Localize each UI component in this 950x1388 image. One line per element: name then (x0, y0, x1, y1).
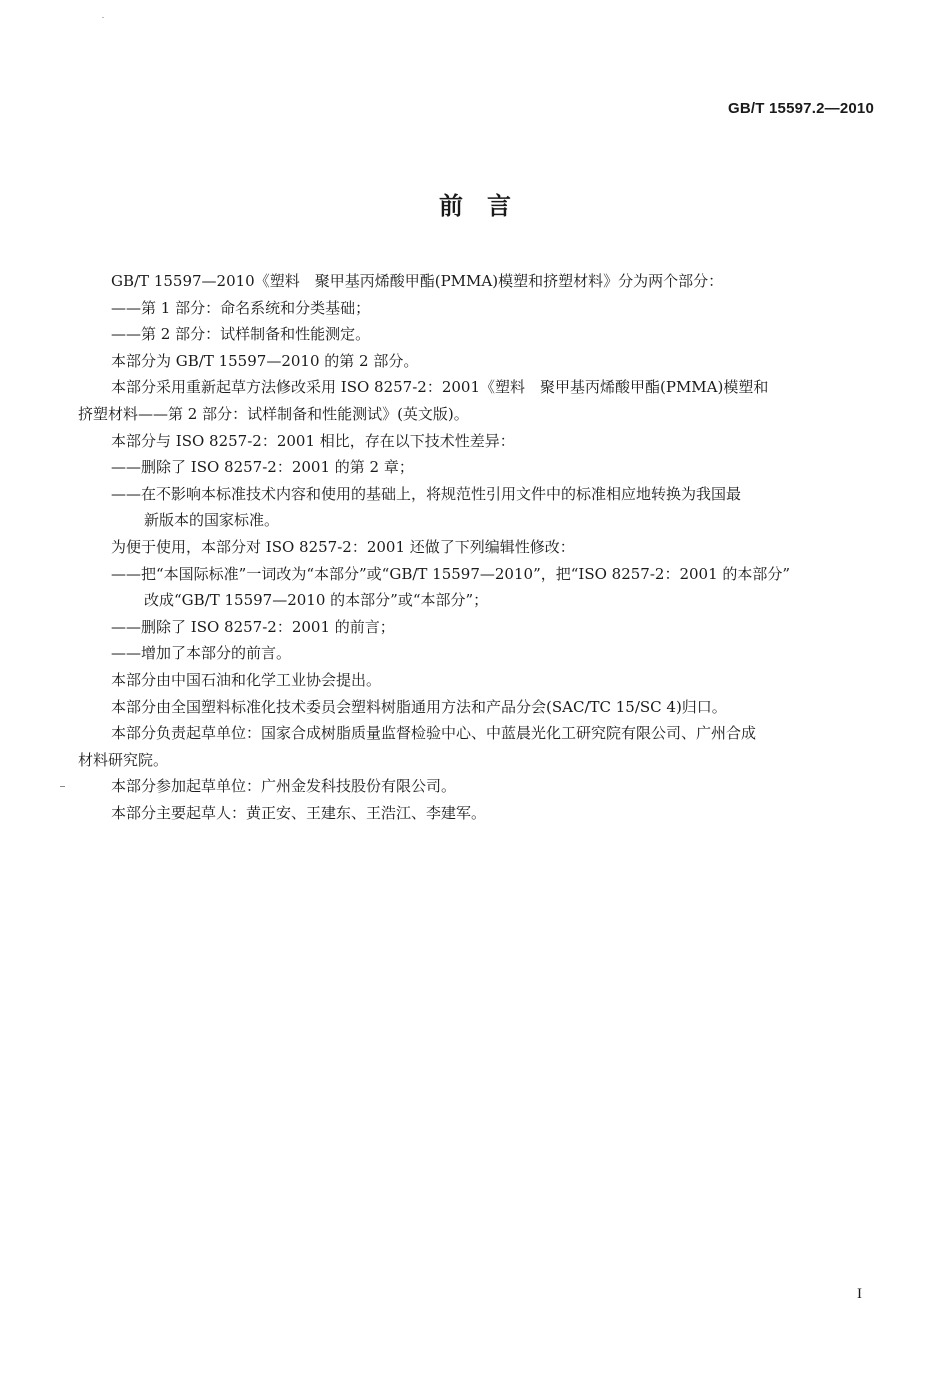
paragraph: 本部分为 GB/T 15597—2010 的第 2 部分。 (111, 351, 419, 370)
paragraph-continuation: 挤塑材料——第 2 部分：试样制备和性能测试》(英文版)。 (78, 404, 469, 423)
document-id: GB/T 15597.2—2010 (728, 100, 874, 117)
list-item: ——第 1 部分：命名系统和分类基础； (111, 298, 371, 317)
paragraph: GB/T 15597—2010《塑料 聚甲基丙烯酸甲酯(PMMA)模塑和挤塑材料》分为两个部分： (111, 272, 724, 290)
paragraph: 本部分与 ISO 8257-2：2001 相比，存在以下技术性差异： (111, 431, 515, 450)
list-item: ——增加了本部分的前言。 (111, 644, 292, 663)
paragraph: 本部分主要起草人：黄正安、王建东、王浩江、李建军。 (111, 803, 487, 822)
paragraph-continuation: 材料研究院。 (78, 750, 169, 769)
list-item-continuation: 改成“GB/T 15597—2010 的本部分”或“本部分”； (144, 591, 489, 610)
list-item-continuation: 新版本的国家标准。 (144, 511, 280, 530)
paragraph: 本部分参加起草单位：广州金发科技股份有限公司。 (111, 777, 457, 796)
list-item: ——删除了 ISO 8257-2：2001 的前言； (111, 617, 395, 636)
paragraph: 本部分采用重新起草方法修改采用 ISO 8257-2：2001《塑料 聚甲基丙烯酸甲酯(PMMA)模塑和 (111, 378, 769, 397)
list-item: ——把“本国际标准”一词改为“本部分”或“GB/T 15597—2010”，把“ISO 8257-2：2001 的本部分” (111, 564, 791, 583)
paragraph: 为便于使用，本部分对 ISO 8257-2：2001 还做了下列编辑性修改： (111, 537, 575, 556)
paragraph: 本部分由全国塑料标准化技术委员会塑料树脂通用方法和产品分会(SAC/TC 15/SC 4)归口。 (111, 697, 727, 716)
page-title: 前 言 (439, 192, 511, 220)
scan-speck (60, 786, 65, 787)
page-number: I (857, 1286, 862, 1302)
paragraph: 本部分由中国石油和化学工业协会提出。 (111, 670, 382, 689)
list-item: ——第 2 部分：试样制备和性能测定。 (111, 325, 371, 344)
paragraph: 本部分负责起草单位：国家合成树脂质量监督检验中心、中蓝晨光化工研究院有限公司、广州合成 (111, 724, 757, 743)
list-item: ——在不影响本标准技术内容和使用的基础上，将规范性引用文件中的标准相应地转换为我国最 (111, 484, 742, 503)
foreword-body (78, 268, 874, 826)
list-item: ——删除了 ISO 8257-2：2001 的第 2 章； (111, 458, 414, 477)
scan-speck (102, 17, 104, 18)
